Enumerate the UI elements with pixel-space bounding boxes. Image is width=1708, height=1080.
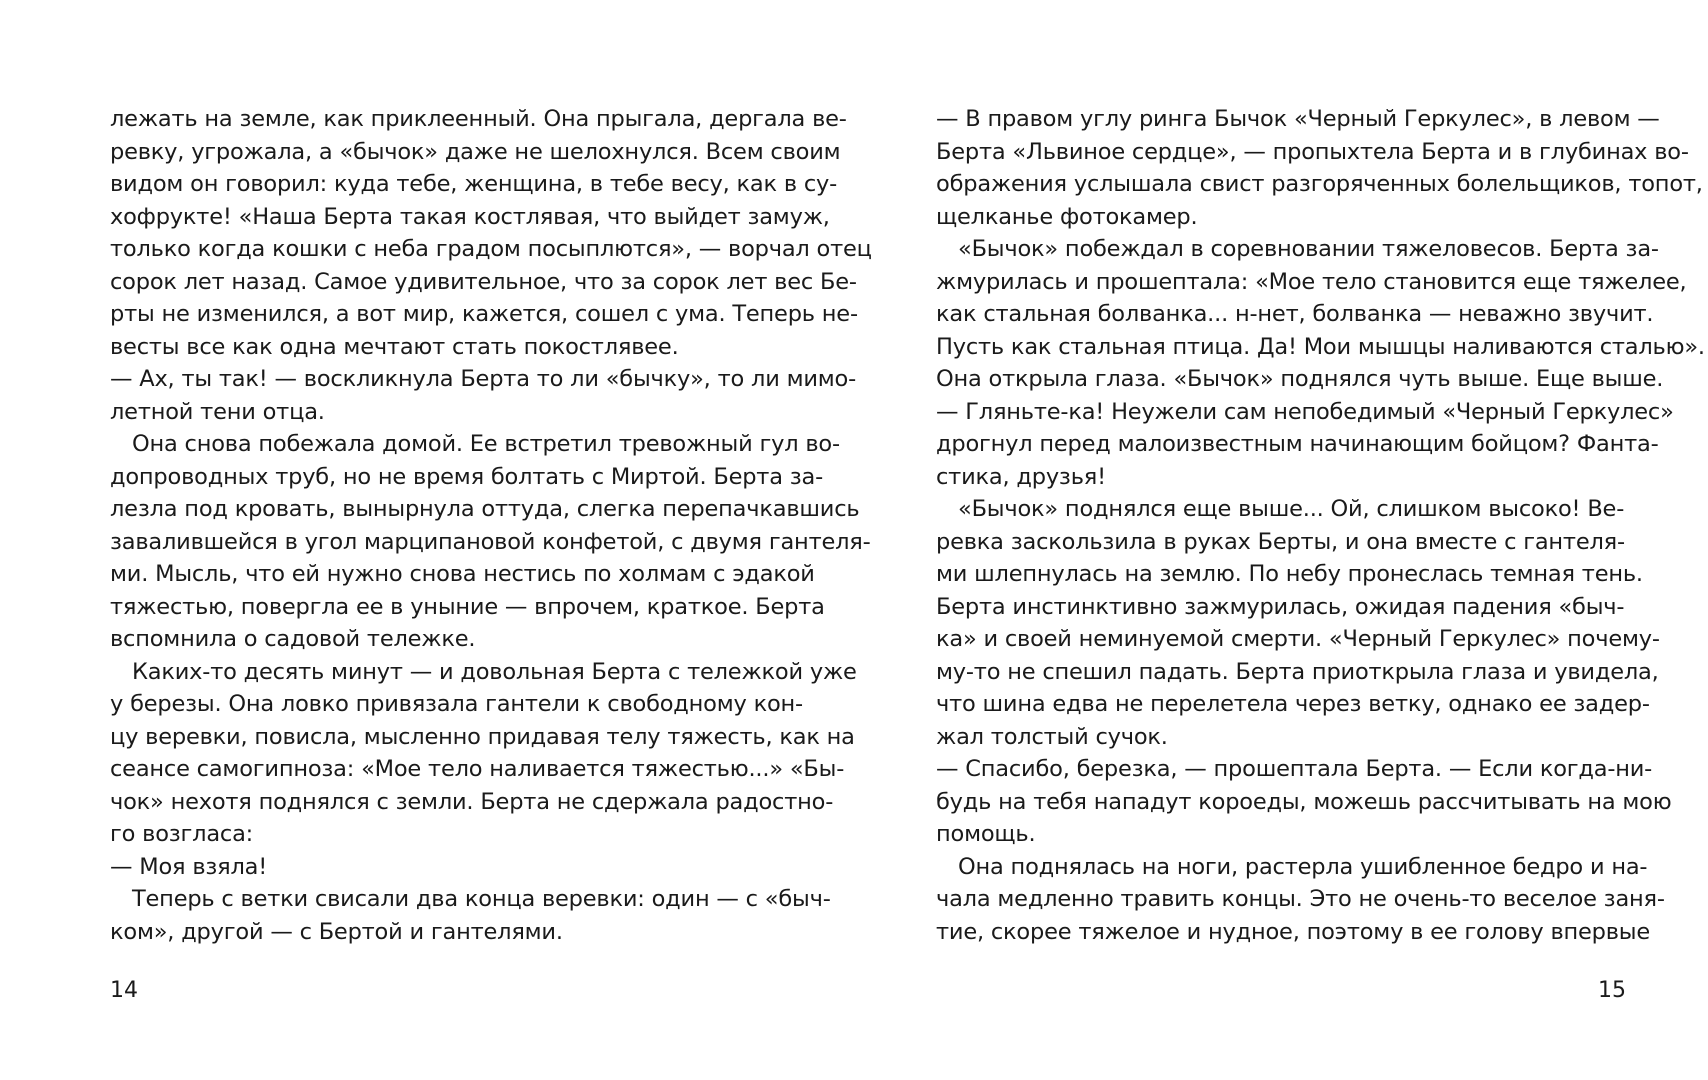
text-line: завалившейся в угол марципановой конфетой, с двумя гантеля- bbox=[110, 528, 871, 555]
text-line: — Моя взяла! bbox=[110, 853, 268, 880]
right-page-text bbox=[936, 103, 1705, 948]
text-line: го возгласа: bbox=[110, 821, 254, 847]
text-line: ком», другой — с Бертой и гантелями. bbox=[110, 918, 563, 945]
text-line: видом он говорил: куда тебе, женщина, в тебе весу, как в су- bbox=[110, 171, 838, 197]
text-line: «Бычок» поднялся еще выше... Ой, слишком высоко! Ве- bbox=[958, 496, 1625, 522]
text-line: весты все как одна мечтают стать покостлявее. bbox=[110, 333, 679, 360]
text-line: как стальная болванка... н-нет, болванка — неважно звучит. bbox=[936, 301, 1654, 327]
text-line: ревку, угрожала, а «бычок» даже не шелохнулся. Всем своим bbox=[110, 138, 841, 165]
text-line: — В правом углу ринга Бычок «Черный Геркулес», в левом — bbox=[936, 106, 1660, 132]
text-line: чала медленно травить концы. Это не очень-то веселое заня- bbox=[936, 886, 1665, 912]
text-line: что шина едва не перелетела через ветку, однако ее задер- bbox=[936, 691, 1650, 717]
text-line: допроводных труб, но не время болтать с Миртой. Берта за- bbox=[110, 463, 824, 490]
text-line: ми шлепнулась на землю. По небу пронеслась темная тень. bbox=[936, 561, 1643, 587]
text-line: Она снова побежала домой. Ее встретил тревожный гул во- bbox=[132, 431, 840, 457]
text-line: летной тени отца. bbox=[110, 398, 325, 425]
text-line: лезла под кровать, вынырнула оттуда, слегка перепачкавшись bbox=[110, 496, 860, 522]
text-line: рты не изменился, а вот мир, кажется, сошел с ума. Теперь не- bbox=[110, 301, 858, 327]
text-line: тяжестью, повергла ее в уныние — впрочем, краткое. Берта bbox=[110, 593, 825, 620]
text-line: му-то не спешил падать. Берта приоткрыла глаза и увидела, bbox=[936, 658, 1659, 685]
text-line: чок» нехотя поднялся с земли. Берта не сдержала радостно- bbox=[110, 788, 834, 815]
text-line: у березы. Она ловко привязала гантели к свободному кон- bbox=[110, 691, 803, 717]
text-line: цу веревки, повисла, мысленно придавая телу тяжесть, как на bbox=[110, 723, 855, 750]
text-line: ревка заскользила в руках Берты, и она вместе с гантеля- bbox=[936, 528, 1625, 555]
text-line: жал толстый сучок. bbox=[936, 723, 1168, 750]
text-line: Берта инстинктивно зажмурилась, ожидая падения «быч- bbox=[936, 593, 1625, 620]
text-line: лежать на земле, как приклеенный. Она прыгала, дергала ве- bbox=[110, 106, 847, 132]
text-line: ми. Мысль, что ей нужно снова нестись по холмам с эдакой bbox=[110, 561, 815, 587]
page-number-left: 14 bbox=[110, 978, 138, 1003]
text-line: стика, друзья! bbox=[936, 463, 1106, 490]
text-line: — Спасибо, березка, — прошептала Берта. — Если когда-ни- bbox=[936, 756, 1653, 782]
right-page bbox=[854, 0, 1708, 1080]
text-line: жмурилась и прошептала: «Мое тело становится еще тяжелее, bbox=[936, 268, 1687, 295]
text-line: Берта «Львиное сердце», — пропыхтела Берта и в глубинах во- bbox=[936, 138, 1689, 165]
text-line: помощь. bbox=[936, 821, 1036, 847]
text-line: ображения услышала свист разгоряченных болельщиков, топот, bbox=[936, 171, 1703, 197]
text-line: — Гляньте-ка! Неужели сам непобедимый «Черный Геркулес» bbox=[936, 398, 1674, 425]
text-line: Она поднялась на ноги, растерла ушибленное бедро и на- bbox=[958, 853, 1648, 880]
text-line: сеансе самогипноза: «Мое тело наливается тяжестью...» «Бы- bbox=[110, 756, 845, 782]
text-line: тие, скорее тяжелое и нудное, поэтому в ее голову впервые bbox=[936, 918, 1651, 945]
page-number-right: 15 bbox=[1598, 978, 1626, 1003]
text-line: Она открыла глаза. «Бычок» поднялся чуть выше. Еще выше. bbox=[936, 366, 1664, 392]
text-line: вспомнила о садовой тележке. bbox=[110, 626, 476, 652]
text-line: дрогнул перед малоизвестным начинающим бойцом? Фанта- bbox=[936, 431, 1659, 457]
text-line: «Бычок» побеждал в соревновании тяжеловесов. Берта за- bbox=[958, 236, 1659, 262]
text-line: — Ах, ты так! — воскликнула Берта то ли «бычку», то ли мимо- bbox=[110, 366, 857, 392]
text-line: Теперь с ветки свисали два конца веревки: один — с «быч- bbox=[132, 886, 831, 912]
left-page-text bbox=[110, 103, 872, 948]
text-line: ка» и своей неминуемой смерти. «Черный Геркулес» почему- bbox=[936, 626, 1660, 652]
text-line: только когда кошки с неба градом посыплются», — ворчал отец bbox=[110, 236, 872, 262]
text-line: щелканье фотокамер. bbox=[936, 203, 1198, 230]
text-line: Пусть как стальная птица. Да! Мои мышцы наливаются сталью». bbox=[936, 333, 1705, 360]
text-line: будь на тебя нападут короеды, можешь рассчитывать на мою bbox=[936, 788, 1672, 815]
text-line: Каких-то десять минут — и довольная Берта с тележкой уже bbox=[132, 658, 857, 685]
text-line: сорок лет назад. Самое удивительное, что за сорок лет вес Бе- bbox=[110, 268, 857, 295]
text-line: хофрукте! «Наша Берта такая костлявая, что выйдет замуж, bbox=[110, 203, 830, 230]
